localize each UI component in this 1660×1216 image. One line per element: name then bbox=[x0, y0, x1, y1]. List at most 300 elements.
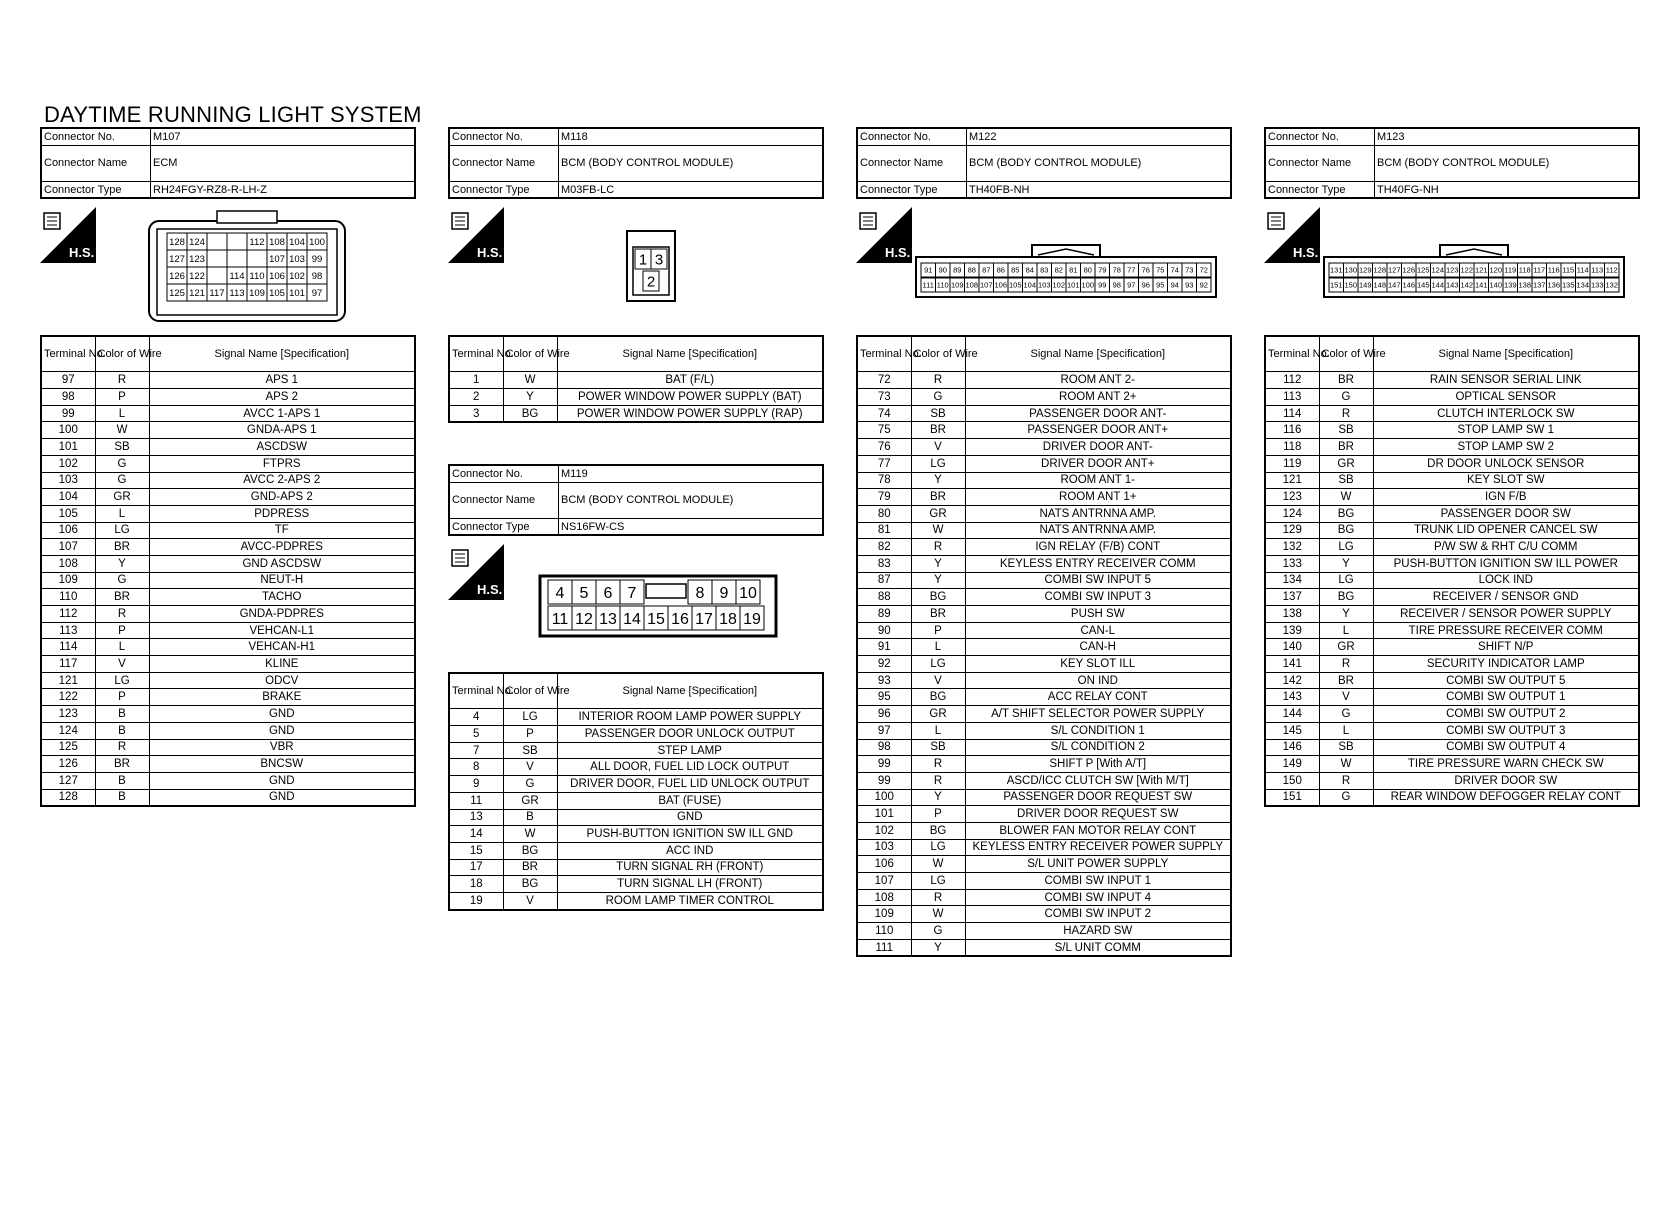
signal-name-cell: ACC IND bbox=[557, 842, 823, 859]
pin-label: 76 bbox=[1141, 266, 1150, 276]
wire-color-cell: LG bbox=[95, 672, 149, 689]
signal-name-cell: APS 2 bbox=[149, 389, 415, 406]
pin-label: 3 bbox=[654, 251, 664, 269]
signal-name-cell: COMBI SW OUTPUT 5 bbox=[1373, 672, 1639, 689]
table-row bbox=[857, 372, 1231, 389]
pin-label: 87 bbox=[982, 266, 991, 276]
table-row bbox=[857, 756, 1231, 773]
pin-label: 123 bbox=[1445, 266, 1459, 276]
pin-label: 126 bbox=[1402, 266, 1416, 276]
connector-pinout-m123 bbox=[1322, 243, 1626, 299]
terminal-no-cell: 133 bbox=[1265, 555, 1319, 572]
pin-label: 121 bbox=[1474, 266, 1488, 276]
pin-label: 17 bbox=[695, 611, 713, 629]
pin-label: 114 bbox=[229, 271, 245, 283]
signal-name-cell: S/L CONDITION 1 bbox=[965, 722, 1231, 739]
wire-color-cell: W bbox=[911, 522, 965, 539]
pin-label: 99 bbox=[1098, 281, 1107, 291]
pin-label: 104 bbox=[1023, 281, 1037, 291]
table-row bbox=[41, 439, 415, 456]
wire-color-cell: Y bbox=[1319, 606, 1373, 623]
table-row bbox=[1265, 539, 1639, 556]
table-row bbox=[857, 656, 1231, 673]
harness-side-icon bbox=[1264, 207, 1320, 263]
pin-label: 92 bbox=[1199, 281, 1208, 291]
connector-info-table bbox=[40, 127, 416, 199]
terminal-no-cell: 114 bbox=[1265, 405, 1319, 422]
table-row bbox=[449, 892, 823, 909]
table-row bbox=[41, 656, 415, 673]
table-row bbox=[1265, 756, 1639, 773]
wire-color-cell: P bbox=[911, 622, 965, 639]
signal-name-cell: P/W SW & RHT C/U COMM bbox=[1373, 539, 1639, 556]
pin-label: 126 bbox=[169, 271, 185, 283]
connector-name-value: BCM (BODY CONTROL MODULE) bbox=[559, 145, 824, 181]
pin-label: 89 bbox=[953, 266, 962, 276]
terminal-no-cell: 127 bbox=[41, 772, 95, 789]
table-row bbox=[449, 372, 823, 389]
pin-label: 128 bbox=[169, 237, 185, 249]
table-row bbox=[1265, 739, 1639, 756]
terminal-no-cell: 99 bbox=[41, 405, 95, 422]
terminal-no-cell: 79 bbox=[857, 489, 911, 506]
table-row bbox=[41, 489, 415, 506]
terminal-no-cell: 142 bbox=[1265, 672, 1319, 689]
table-row bbox=[857, 739, 1231, 756]
connector-diagram bbox=[448, 536, 824, 666]
table-row bbox=[857, 923, 1231, 940]
connector-type-label: Connector Type bbox=[449, 181, 559, 198]
wire-color-cell: LG bbox=[95, 522, 149, 539]
svg-text:H.S.: H.S. bbox=[1293, 245, 1319, 261]
terminal-no-header: Terminal No. bbox=[41, 336, 95, 372]
terminal-no-cell: 76 bbox=[857, 439, 911, 456]
wire-color-cell: GR bbox=[911, 706, 965, 723]
page-title: DAYTIME RUNNING LIGHT SYSTEM bbox=[44, 102, 422, 127]
pin-label: 93 bbox=[1185, 281, 1194, 291]
signal-name-cell: COMBI SW OUTPUT 2 bbox=[1373, 706, 1639, 723]
terminal-no-cell: 87 bbox=[857, 572, 911, 589]
signal-name-cell: BLOWER FAN MOTOR RELAY CONT bbox=[965, 822, 1231, 839]
terminal-no-cell: 75 bbox=[857, 422, 911, 439]
pin-cell bbox=[207, 233, 227, 250]
terminal-no-cell: 74 bbox=[857, 405, 911, 422]
terminal-no-cell: 114 bbox=[41, 639, 95, 656]
table-row bbox=[1265, 389, 1639, 406]
connector-name-label: Connector Name bbox=[449, 145, 559, 181]
wire-color-cell: SB bbox=[911, 405, 965, 422]
table-row bbox=[857, 389, 1231, 406]
wire-color-cell: R bbox=[911, 372, 965, 389]
pin-label: 91 bbox=[924, 266, 933, 276]
connector-name-value: BCM (BODY CONTROL MODULE) bbox=[1375, 145, 1640, 181]
connector-name-value: ECM bbox=[151, 145, 416, 181]
terminal-no-cell: 116 bbox=[1265, 422, 1319, 439]
signal-name-cell: INTERIOR ROOM LAMP POWER SUPPLY bbox=[557, 709, 823, 726]
signal-name-cell: TRUNK LID OPENER CANCEL SW bbox=[1373, 522, 1639, 539]
table-row bbox=[857, 422, 1231, 439]
signal-name-cell: COMBI SW OUTPUT 1 bbox=[1373, 689, 1639, 706]
pin-label: 147 bbox=[1387, 281, 1401, 291]
signal-name-cell: NATS ANTRNNA AMP. bbox=[965, 522, 1231, 539]
signal-name-cell: GND ASCDSW bbox=[149, 555, 415, 572]
connector-type-label: Connector Type bbox=[857, 181, 967, 198]
signal-name-cell: TF bbox=[149, 522, 415, 539]
pin-label: 84 bbox=[1025, 266, 1034, 276]
signal-name-cell: COMBI SW OUTPUT 3 bbox=[1373, 722, 1639, 739]
terminal-no-cell: 106 bbox=[41, 522, 95, 539]
signal-name-cell: PUSH-BUTTON IGNITION SW ILL GND bbox=[557, 826, 823, 843]
pin-label: 106 bbox=[994, 281, 1008, 291]
table-row bbox=[857, 539, 1231, 556]
pin-label: 113 bbox=[1591, 266, 1604, 276]
wire-color-cell: BG bbox=[911, 822, 965, 839]
signal-name-cell: ALL DOOR, FUEL LID LOCK OUTPUT bbox=[557, 759, 823, 776]
pin-label: 74 bbox=[1170, 266, 1179, 276]
pin-label: 108 bbox=[965, 281, 979, 291]
table-row bbox=[1265, 656, 1639, 673]
connector-name-label: Connector Name bbox=[1265, 145, 1375, 181]
table-row bbox=[1265, 422, 1639, 439]
terminal-no-cell: 124 bbox=[41, 722, 95, 739]
table-row bbox=[1265, 555, 1639, 572]
signal-name-cell: BRAKE bbox=[149, 689, 415, 706]
signal-name-cell: NEUT-H bbox=[149, 572, 415, 589]
connector-lock-latch bbox=[1038, 249, 1094, 255]
table-row bbox=[857, 572, 1231, 589]
table-row bbox=[1265, 489, 1639, 506]
pin-label: 134 bbox=[1576, 281, 1590, 291]
pin-label: 141 bbox=[1474, 281, 1488, 291]
table-row bbox=[41, 372, 415, 389]
pin-label: 119 bbox=[1504, 266, 1517, 276]
signal-name-cell: HAZARD SW bbox=[965, 923, 1231, 940]
signal-table bbox=[448, 672, 824, 910]
table-row bbox=[1265, 622, 1639, 639]
pin-label: 121 bbox=[189, 288, 205, 300]
table-row bbox=[857, 505, 1231, 522]
signal-name-cell: TURN SIGNAL LH (FRONT) bbox=[557, 876, 823, 893]
pin-label: 110 bbox=[249, 271, 265, 283]
terminal-no-cell: 109 bbox=[857, 906, 911, 923]
pin-label: 2 bbox=[646, 273, 656, 291]
wire-color-cell: W bbox=[1319, 489, 1373, 506]
svg-text:H.S.: H.S. bbox=[69, 245, 95, 261]
table-row bbox=[1265, 672, 1639, 689]
signal-name-header: Signal Name [Specification] bbox=[557, 336, 823, 372]
pin-label: 133 bbox=[1590, 281, 1604, 291]
pin-label: 19 bbox=[743, 611, 761, 629]
pin-label: 98 bbox=[1112, 281, 1121, 291]
table-row bbox=[1265, 572, 1639, 589]
connector-type-label: Connector Type bbox=[41, 181, 151, 198]
pin-label: 110 bbox=[936, 281, 949, 291]
wire-color-cell: LG bbox=[911, 839, 965, 856]
wire-color-cell: L bbox=[1319, 722, 1373, 739]
signal-name-cell: SECURITY INDICATOR LAMP bbox=[1373, 656, 1639, 673]
pin-label: 11 bbox=[551, 611, 569, 629]
pin-label: 99 bbox=[311, 254, 323, 266]
color-of-wire-header: Color of Wire bbox=[95, 336, 149, 372]
pin-label: 113 bbox=[229, 288, 245, 300]
table-row bbox=[1265, 405, 1639, 422]
harness-side-icon bbox=[448, 207, 504, 263]
signal-name-cell: PASSENGER DOOR ANT- bbox=[965, 405, 1231, 422]
signal-name-cell: ROOM ANT 2- bbox=[965, 372, 1231, 389]
signal-name-cell: APS 1 bbox=[149, 372, 415, 389]
signal-name-cell: GND bbox=[149, 722, 415, 739]
signal-name-cell: GND bbox=[149, 772, 415, 789]
wire-color-cell: L bbox=[911, 639, 965, 656]
signal-name-cell: S/L UNIT POWER SUPPLY bbox=[965, 856, 1231, 873]
table-row bbox=[449, 792, 823, 809]
pin-label: 148 bbox=[1373, 281, 1387, 291]
pin-label: 100 bbox=[309, 237, 325, 249]
pin-label: 108 bbox=[269, 237, 285, 249]
pin-label: 142 bbox=[1460, 281, 1474, 291]
wire-color-cell: BR bbox=[911, 489, 965, 506]
color-of-wire-header: Color of Wire bbox=[911, 336, 965, 372]
wire-color-cell: GR bbox=[1319, 639, 1373, 656]
terminal-no-cell: 113 bbox=[1265, 389, 1319, 406]
terminal-no-cell: 95 bbox=[857, 689, 911, 706]
table-row bbox=[41, 522, 415, 539]
wire-color-cell: R bbox=[1319, 656, 1373, 673]
table-row bbox=[857, 405, 1231, 422]
terminal-no-cell: 144 bbox=[1265, 706, 1319, 723]
table-row bbox=[857, 722, 1231, 739]
signal-name-cell: ASCD/ICC CLUTCH SW [With M/T] bbox=[965, 772, 1231, 789]
signal-name-cell: COMBI SW INPUT 3 bbox=[965, 589, 1231, 606]
pin-cell bbox=[207, 267, 227, 284]
connector-no-value: M123 bbox=[1375, 128, 1640, 145]
wire-color-cell: BG bbox=[503, 876, 557, 893]
pin-label: 131 bbox=[1329, 266, 1343, 276]
wire-color-cell: LG bbox=[1319, 572, 1373, 589]
wire-color-cell: LG bbox=[1319, 539, 1373, 556]
wire-color-cell: P bbox=[95, 622, 149, 639]
wire-color-cell: BR bbox=[503, 859, 557, 876]
wire-color-cell: W bbox=[911, 856, 965, 873]
pin-label: 105 bbox=[1008, 281, 1022, 291]
signal-name-cell: PASSENGER DOOR UNLOCK OUTPUT bbox=[557, 726, 823, 743]
table-row bbox=[41, 622, 415, 639]
terminal-no-cell: 106 bbox=[857, 856, 911, 873]
signal-name-cell: KEYLESS ENTRY RECEIVER POWER SUPPLY bbox=[965, 839, 1231, 856]
table-row bbox=[449, 726, 823, 743]
wire-color-cell: Y bbox=[1319, 555, 1373, 572]
pin-label: 129 bbox=[1358, 266, 1372, 276]
terminal-no-cell: 121 bbox=[1265, 472, 1319, 489]
table-row bbox=[1265, 472, 1639, 489]
connector-m119 bbox=[448, 464, 824, 911]
connector-m118 bbox=[448, 127, 824, 423]
table-row bbox=[41, 505, 415, 522]
connector-type-value: RH24FGY-RZ8-R-LH-Z bbox=[151, 181, 416, 198]
table-row bbox=[857, 689, 1231, 706]
pin-label: 140 bbox=[1489, 281, 1503, 291]
signal-name-cell: PUSH SW bbox=[965, 606, 1231, 623]
pin-label: 86 bbox=[996, 266, 1005, 276]
connector-info-table bbox=[448, 464, 824, 536]
connector-type-value: TH40FG-NH bbox=[1375, 181, 1640, 198]
terminal-no-cell: 150 bbox=[1265, 772, 1319, 789]
pin-label: 102 bbox=[289, 271, 305, 283]
terminal-no-cell: 119 bbox=[1265, 455, 1319, 472]
terminal-no-cell: 143 bbox=[1265, 689, 1319, 706]
pin-label: 5 bbox=[579, 585, 589, 603]
terminal-no-cell: 111 bbox=[857, 939, 911, 956]
terminal-no-cell: 72 bbox=[857, 372, 911, 389]
pin-label: 122 bbox=[189, 271, 205, 283]
table-row bbox=[41, 772, 415, 789]
wire-color-cell: Y bbox=[95, 555, 149, 572]
pin-label: 132 bbox=[1605, 281, 1619, 291]
wire-color-cell: Y bbox=[911, 572, 965, 589]
connector-no-value: M122 bbox=[967, 128, 1232, 145]
pin-label: 146 bbox=[1402, 281, 1416, 291]
signal-name-cell: ROOM ANT 1- bbox=[965, 472, 1231, 489]
pin-label: 115 bbox=[1562, 266, 1575, 276]
table-row bbox=[1265, 706, 1639, 723]
wire-color-cell: BG bbox=[503, 842, 557, 859]
signal-name-cell: CAN-L bbox=[965, 622, 1231, 639]
connector-lock bbox=[1032, 245, 1100, 257]
terminal-no-cell: 80 bbox=[857, 505, 911, 522]
pin-label: 97 bbox=[311, 288, 323, 300]
signal-name-cell: DRIVER DOOR REQUEST SW bbox=[965, 806, 1231, 823]
signal-name-header: Signal Name [Specification] bbox=[149, 336, 415, 372]
pin-label: 112 bbox=[1605, 266, 1618, 276]
connector-name-label: Connector Name bbox=[41, 145, 151, 181]
terminal-no-cell: 138 bbox=[1265, 606, 1319, 623]
signal-name-cell: GND bbox=[149, 789, 415, 806]
terminal-no-cell: 145 bbox=[1265, 722, 1319, 739]
terminal-no-cell: 140 bbox=[1265, 639, 1319, 656]
wire-color-cell: BG bbox=[1319, 589, 1373, 606]
connector-key bbox=[646, 584, 686, 598]
terminal-no-cell: 123 bbox=[1265, 489, 1319, 506]
terminal-no-cell: 117 bbox=[41, 656, 95, 673]
signal-name-cell: POWER WINDOW POWER SUPPLY (RAP) bbox=[557, 405, 823, 422]
pin-label: 123 bbox=[189, 254, 205, 266]
signal-name-cell: ACC RELAY CONT bbox=[965, 689, 1231, 706]
pin-label: 13 bbox=[599, 611, 617, 629]
wire-color-cell: BR bbox=[95, 756, 149, 773]
connector-type-value: M03FB-LC bbox=[559, 181, 824, 198]
signal-name-cell: AVCC 1-APS 1 bbox=[149, 405, 415, 422]
connector-no-value: M119 bbox=[559, 465, 824, 482]
wire-color-cell: R bbox=[95, 372, 149, 389]
wire-color-cell: G bbox=[911, 389, 965, 406]
connector-no-value: M107 bbox=[151, 128, 416, 145]
signal-name-cell: POWER WINDOW POWER SUPPLY (BAT) bbox=[557, 389, 823, 406]
terminal-no-cell: 99 bbox=[857, 772, 911, 789]
table-row bbox=[857, 789, 1231, 806]
terminal-no-cell: 98 bbox=[857, 739, 911, 756]
signal-name-cell: NATS ANTRNNA AMP. bbox=[965, 505, 1231, 522]
pin-cell bbox=[247, 250, 267, 267]
pin-label: 138 bbox=[1518, 281, 1532, 291]
terminal-no-cell: 108 bbox=[41, 555, 95, 572]
terminal-no-cell: 103 bbox=[41, 472, 95, 489]
wire-color-cell: SB bbox=[911, 739, 965, 756]
wire-color-cell: LG bbox=[911, 656, 965, 673]
table-row bbox=[857, 839, 1231, 856]
signal-name-cell: KEY SLOT SW bbox=[1373, 472, 1639, 489]
signal-name-header: Signal Name [Specification] bbox=[965, 336, 1231, 372]
wire-color-cell: B bbox=[95, 722, 149, 739]
signal-name-cell: VEHCAN-H1 bbox=[149, 639, 415, 656]
wire-color-cell: G bbox=[95, 572, 149, 589]
table-row bbox=[449, 826, 823, 843]
pin-label: 4 bbox=[555, 585, 565, 603]
signal-name-cell: BAT (F/L) bbox=[557, 372, 823, 389]
terminal-no-cell: 126 bbox=[41, 756, 95, 773]
wire-color-cell: GR bbox=[95, 489, 149, 506]
wire-color-cell: P bbox=[95, 389, 149, 406]
connector-info-table bbox=[856, 127, 1232, 199]
signal-name-cell: S/L UNIT COMM bbox=[965, 939, 1231, 956]
table-row bbox=[449, 776, 823, 793]
terminal-no-cell: 98 bbox=[41, 389, 95, 406]
signal-name-cell: PASSENGER DOOR ANT+ bbox=[965, 422, 1231, 439]
wire-color-cell: Y bbox=[911, 939, 965, 956]
pin-label: 117 bbox=[209, 288, 225, 300]
pin-label: 81 bbox=[1069, 266, 1078, 276]
terminal-no-cell: 108 bbox=[857, 889, 911, 906]
table-row bbox=[41, 756, 415, 773]
pin-label: 127 bbox=[169, 254, 185, 266]
signal-name-cell: LOCK IND bbox=[1373, 572, 1639, 589]
pin-label: 88 bbox=[967, 266, 976, 276]
signal-table bbox=[40, 335, 416, 807]
table-row bbox=[449, 389, 823, 406]
connector-type-label: Connector Type bbox=[1265, 181, 1375, 198]
wire-color-cell: V bbox=[1319, 689, 1373, 706]
pin-label: 100 bbox=[1081, 281, 1095, 291]
table-row bbox=[857, 455, 1231, 472]
terminal-no-cell: 97 bbox=[857, 722, 911, 739]
terminal-no-cell: 89 bbox=[857, 606, 911, 623]
pin-label: 16 bbox=[671, 611, 689, 629]
table-row bbox=[857, 439, 1231, 456]
wire-color-cell: SB bbox=[503, 742, 557, 759]
table-row bbox=[1265, 689, 1639, 706]
table-row bbox=[449, 709, 823, 726]
terminal-no-header: Terminal No. bbox=[857, 336, 911, 372]
terminal-no-cell: 92 bbox=[857, 656, 911, 673]
pin-label: 73 bbox=[1185, 266, 1194, 276]
table-row bbox=[857, 672, 1231, 689]
table-row bbox=[857, 772, 1231, 789]
pin-label: 144 bbox=[1431, 281, 1445, 291]
pin-label: 122 bbox=[1460, 266, 1474, 276]
table-row bbox=[857, 706, 1231, 723]
wire-color-cell: BR bbox=[1319, 439, 1373, 456]
signal-name-cell: STOP LAMP SW 1 bbox=[1373, 422, 1639, 439]
wire-color-cell: W bbox=[503, 826, 557, 843]
connector-lock bbox=[217, 211, 277, 223]
terminal-no-cell: 9 bbox=[449, 776, 503, 793]
wire-color-cell: SB bbox=[1319, 739, 1373, 756]
pin-label: 96 bbox=[1141, 281, 1150, 291]
connector-diagram bbox=[448, 199, 824, 329]
table-row bbox=[41, 589, 415, 606]
connector-pinout-m118 bbox=[623, 227, 683, 307]
wire-color-cell: BG bbox=[1319, 505, 1373, 522]
signal-name-cell: COMBI SW INPUT 1 bbox=[965, 873, 1231, 890]
